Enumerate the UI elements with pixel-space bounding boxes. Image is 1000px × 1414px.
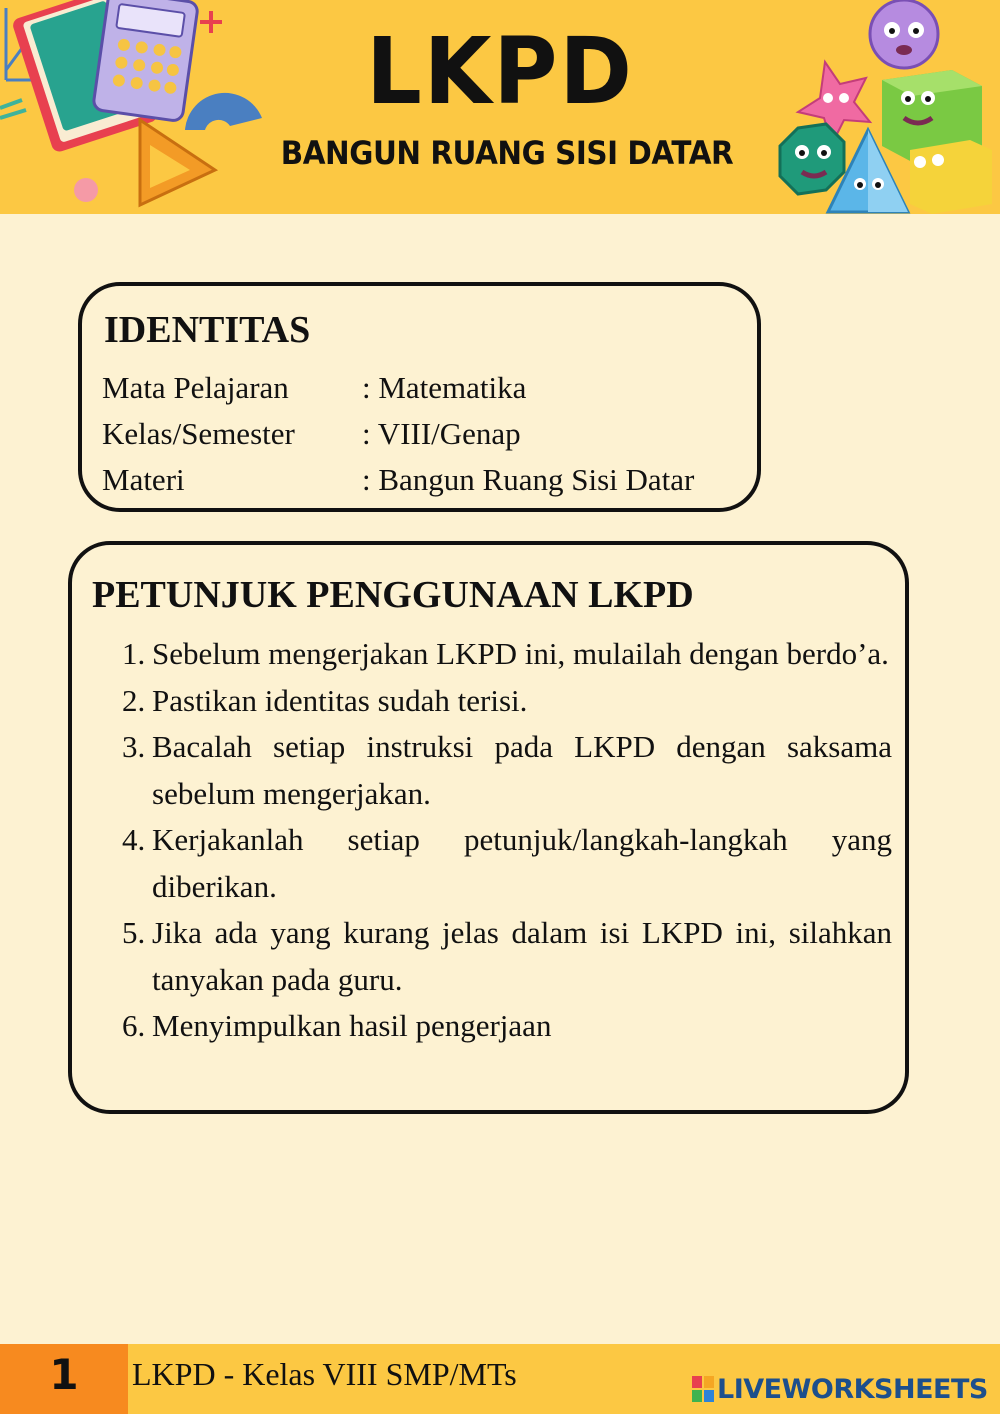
identitas-value: : Matematika xyxy=(362,370,527,405)
petunjuk-heading: PETUNJUK PENGGUNAAN LKPD xyxy=(92,574,694,616)
step-number: 4. xyxy=(122,822,146,857)
liveworksheets-logo-icon xyxy=(692,1376,714,1402)
step-text: Pastikan identitas sudah terisi. xyxy=(152,682,528,718)
petunjuk-box xyxy=(68,541,909,1114)
brand-name: LIVEWORKSHEETS xyxy=(717,1373,988,1405)
step-number: 1. xyxy=(122,636,146,671)
list-item xyxy=(122,910,892,1003)
brand-logo[interactable] xyxy=(692,1374,988,1404)
step-number: 5. xyxy=(122,915,146,950)
footer-text: LKPD - Kelas VIII SMP/MTs xyxy=(132,1356,517,1392)
step-number: 3. xyxy=(122,729,146,764)
page-subtitle: BANGUN RUANG SISI DATAR xyxy=(280,134,734,172)
step-text: Bacalah setiap instruksi pada LKPD dengan saksama sebelum mengerjakan. xyxy=(152,729,892,811)
identitas-label: Kelas/Semester xyxy=(102,416,295,451)
header-banner xyxy=(0,0,1000,214)
identitas-heading: IDENTITAS xyxy=(104,309,311,351)
page-number-badge xyxy=(0,1344,128,1414)
page-title: LKPD xyxy=(366,18,634,125)
step-text: Menyimpulkan hasil pengerjaan xyxy=(152,1008,552,1043)
step-number: 2. xyxy=(122,682,146,718)
list-item xyxy=(122,1003,892,1050)
identitas-value: : VIII/Genap xyxy=(362,416,521,451)
step-text: Sebelum mengerjakan LKPD ini, mulailah dengan berdo’a. xyxy=(152,636,889,671)
identitas-label: Mata Pelajaran xyxy=(102,370,289,405)
step-text: Jika ada yang kurang jelas dalam isi LKPD ini, silahkan tanyakan pada guru. xyxy=(152,915,892,997)
step-number: 6. xyxy=(122,1008,146,1043)
list-item xyxy=(122,724,892,817)
identitas-label: Materi xyxy=(102,462,185,497)
list-item xyxy=(122,678,892,725)
identitas-value: : Bangun Ruang Sisi Datar xyxy=(362,462,695,497)
petunjuk-steps-list xyxy=(122,631,892,1050)
list-item xyxy=(122,631,892,678)
step-text: Kerjakanlah setiap petunjuk/langkah-langkah yang diberikan. xyxy=(152,822,892,904)
list-item xyxy=(122,817,892,910)
footer-bar xyxy=(0,1344,1000,1414)
page-number: 1 xyxy=(49,1350,79,1399)
cartoon-shapes-illustration-icon xyxy=(770,0,1000,214)
identitas-box xyxy=(78,282,761,512)
